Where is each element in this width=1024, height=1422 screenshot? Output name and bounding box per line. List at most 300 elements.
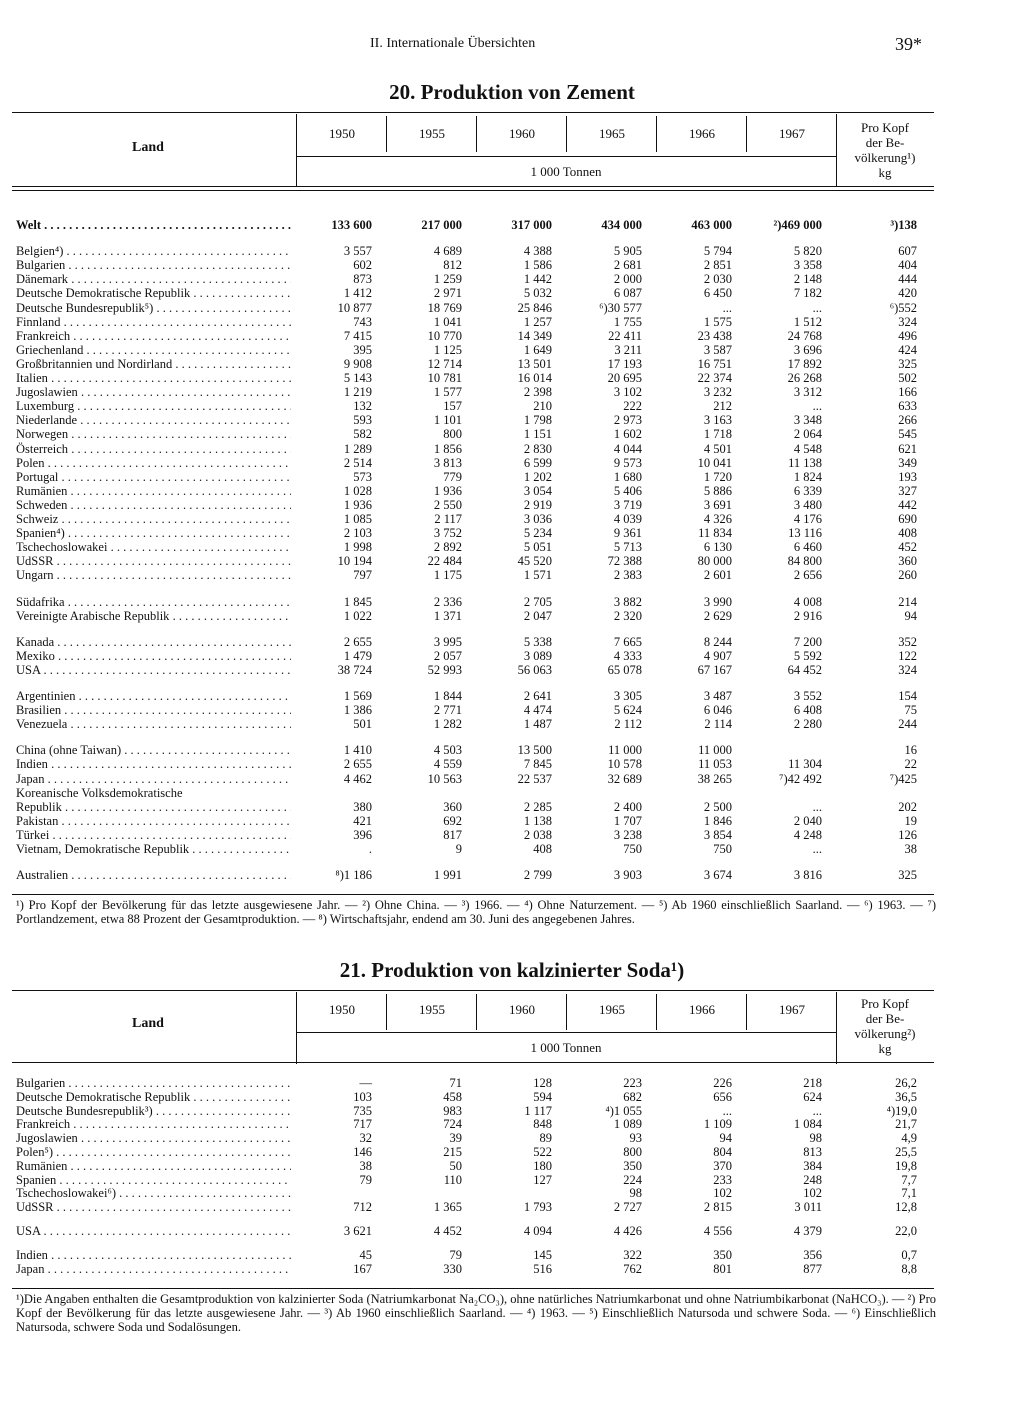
cell-value: 1 936 (343, 497, 372, 512)
table-row (12, 1224, 934, 1238)
cell-value: 45 520 (517, 554, 552, 569)
cell-value: 330 (443, 1261, 462, 1276)
cell-value: 79 (449, 1247, 462, 1262)
table-row (12, 1145, 934, 1159)
cell-value: 1 138 (523, 813, 552, 828)
cell-value: 127 (533, 1172, 552, 1187)
cell-value: 1 410 (343, 743, 372, 758)
cell-value: 7,7 (901, 1172, 917, 1187)
cell-value: 65 078 (607, 662, 642, 677)
cell-value: 360 (898, 554, 917, 569)
country-name: Frankreich . . . (16, 1117, 291, 1131)
cell-value: 1 412 (343, 286, 372, 301)
cell-value: 244 (898, 717, 917, 732)
cell-value: 145 (533, 1247, 552, 1262)
country-name: USA . . . (16, 1224, 291, 1238)
cell-value: 4 474 (523, 703, 552, 718)
cell-value: 2 057 (433, 648, 462, 663)
country-name: Jugoslawien . . . (16, 385, 291, 399)
cell-value: 32 (359, 1131, 372, 1146)
table-row (12, 1117, 934, 1131)
country-name: Großbritannien und Nordirland . . . (16, 357, 291, 371)
cell-value: 325 (898, 868, 917, 883)
table-row (12, 498, 934, 512)
country-name: Italien . . . (16, 371, 291, 385)
cell-value: 5 886 (703, 483, 732, 498)
cell-value: 7 665 (613, 634, 642, 649)
cell-value: 692 (443, 813, 462, 828)
cell-value: 1 175 (433, 568, 462, 583)
cell-value: 360 (443, 799, 462, 814)
year-separator (746, 116, 747, 152)
cell-value: 1 998 (343, 540, 372, 555)
table21-land-header: Land (132, 1016, 164, 1031)
cell-value: 22 (904, 757, 917, 772)
table-row (12, 399, 934, 413)
cell-value: 166 (898, 385, 917, 400)
cell-value: 2 727 (613, 1200, 642, 1215)
cell-value: 2 655 (343, 634, 372, 649)
cell-value: 16 751 (697, 356, 732, 371)
cell-value: 735 (353, 1103, 372, 1118)
cell-value: 5 905 (613, 244, 642, 259)
cell-value: 157 (443, 399, 462, 414)
table-row (12, 526, 934, 540)
table20-footnotes: ¹) Pro Kopf der Bevölkerung für das letzte ausgewiesene Jahr. — ²) Ohne China. — ³) 1966. — ⁴) Ohne Naturzement. — ⁵) Ab 1960 einschließlich Saarland. — ⁶) 1963. — ⁷) Portlandzement, etwa 88 Prozent der Gesamtproduktion. — ⁸) Wirtschaftsjahr, endend am 30. Juni des angegebenen Jahres. (16, 898, 936, 926)
cell-value: 13 501 (517, 356, 552, 371)
cell-value: 11 000 (608, 743, 642, 758)
country-name: Vietnam, Demokratische Republik . . . (16, 842, 291, 856)
section-title: II. Internationale Übersichten (370, 36, 536, 51)
cell-value: 1 824 (793, 469, 822, 484)
cell-value: 2 103 (343, 526, 372, 541)
cell-value: 38 724 (337, 662, 372, 677)
cell-value: 621 (898, 441, 917, 456)
cell-value: 6 408 (793, 703, 822, 718)
cell-value: 812 (443, 258, 462, 273)
table20 (12, 112, 934, 902)
cell-value: 3 011 (794, 1200, 822, 1215)
year-separator (656, 994, 657, 1030)
cell-value: 545 (898, 427, 917, 442)
table20-header-rule2 (12, 190, 934, 191)
cell-value: 5 051 (523, 540, 552, 555)
cell-value: 3 719 (613, 497, 642, 512)
table-row (12, 568, 934, 582)
cell-value: 8 244 (703, 634, 732, 649)
cell-value: 266 (898, 413, 917, 428)
country-name: Bulgarien . . . (16, 258, 291, 272)
cell-value: 7 200 (793, 634, 822, 649)
cell-value: 1 649 (523, 342, 552, 357)
table21-title: 21. Produktion von kalzinierter Soda¹) (339, 958, 685, 982)
cell-value: 3 238 (613, 827, 642, 842)
perkopf-line: kg (878, 1041, 892, 1056)
cell-value: 10 041 (697, 455, 732, 470)
cell-value: 6 130 (703, 540, 732, 555)
cell-value: 395 (353, 342, 372, 357)
cell-value: 17 193 (607, 356, 642, 371)
cell-value: 356 (803, 1247, 822, 1262)
cell-value: 9 (455, 842, 462, 856)
cell-value: 10 194 (337, 554, 372, 569)
cell-value: 1 577 (433, 385, 462, 400)
cell-value: 4 333 (613, 648, 642, 663)
table21-header-rule (12, 1062, 934, 1063)
year-header: 1966 (689, 126, 715, 141)
cell-value: 656 (713, 1089, 732, 1104)
table-row (12, 1248, 934, 1262)
cell-value: 19 (904, 813, 917, 828)
cell-value: 1 022 (343, 608, 372, 623)
cell-value: 873 (353, 272, 372, 287)
cell-value: 607 (898, 244, 917, 259)
cell-value: 167 (353, 1261, 372, 1276)
cell-value: 797 (353, 568, 372, 583)
cell-value: 214 (898, 594, 917, 609)
cell-value: 25,5 (895, 1145, 917, 1159)
cell-value: 2 117 (434, 512, 462, 526)
cell-value: 421 (353, 813, 372, 828)
cell-value: 3 102 (613, 385, 642, 400)
country-name: Deutsche Bundesrepublik⁵) . . . (16, 301, 291, 315)
table-row (12, 717, 934, 731)
cell-value: 804 (713, 1145, 732, 1159)
cell-value: 52 993 (427, 662, 462, 677)
cell-value: 3 305 (613, 689, 642, 703)
table20-perkopf-header (838, 120, 932, 180)
cell-value: 17 892 (787, 356, 822, 371)
table-row (12, 329, 934, 343)
year-header: 1950 (329, 1002, 355, 1017)
cell-value: 10 563 (427, 771, 462, 786)
year-separator (386, 116, 387, 152)
cell-value: 98 (629, 1186, 642, 1201)
cell-value: 38 (359, 1158, 372, 1173)
cell-value: 1 586 (523, 258, 552, 273)
cell-value: 2 114 (704, 717, 732, 732)
country-name: Japan . . . (16, 1262, 291, 1276)
cell-value: 193 (898, 469, 917, 484)
cell-value: 26 268 (787, 371, 822, 385)
cell-value: 2 973 (613, 413, 642, 428)
table-row (12, 554, 934, 568)
table-row (12, 1159, 934, 1173)
cell-value: 1 202 (523, 469, 552, 484)
cell-value: 6 599 (523, 455, 552, 470)
table-row (12, 828, 934, 842)
country-name: Mexiko . . . (16, 649, 291, 663)
cell-value: 24 768 (787, 328, 822, 343)
cell-value: 64 452 (787, 662, 822, 677)
cell-value: 38 265 (697, 771, 732, 786)
cell-value: 6 087 (613, 286, 642, 301)
cell-value: 103 (353, 1089, 372, 1104)
year-header: 1950 (329, 126, 355, 141)
cell-value: 11 834 (698, 526, 732, 541)
table-row (12, 689, 934, 703)
cell-value: 5 234 (523, 526, 552, 541)
table-row (12, 371, 934, 385)
cell-value: 1 718 (703, 427, 732, 442)
cell-value: 154 (898, 689, 917, 703)
cell-value: 452 (898, 540, 917, 555)
table-row (12, 315, 934, 329)
cell-value: 717 (353, 1117, 372, 1132)
country-name: Vereinigte Arabische Republik . . . (16, 609, 291, 623)
cell-value: 3 990 (703, 594, 732, 609)
cell-value: 11 053 (698, 757, 732, 772)
cell-value: 4 503 (433, 743, 462, 758)
cell-value: 1 991 (433, 868, 462, 883)
country-name: Koreanische Volksdemokratische (16, 785, 183, 800)
cell-value: 9 361 (613, 526, 642, 541)
table-row (12, 595, 934, 609)
cell-value: 80 000 (697, 554, 732, 569)
cell-value: 324 (898, 314, 917, 329)
cell-value: 2 971 (433, 286, 462, 301)
cell-value: 1 755 (613, 314, 642, 329)
cell-value: 2 892 (433, 540, 462, 555)
cell-value: 1 028 (343, 483, 372, 498)
cell-value: 352 (898, 634, 917, 649)
cell-value: 4 039 (613, 512, 642, 526)
cell-value: 370 (713, 1158, 732, 1173)
cell-value: 7 845 (523, 757, 552, 772)
cell-value: 45 (359, 1247, 372, 1262)
perkopf-line: völkerung¹) (854, 150, 916, 165)
cell-value: 1 571 (523, 568, 552, 583)
cell-value: 215 (443, 1145, 462, 1159)
year-header: 1965 (599, 1002, 625, 1017)
cell-value: 848 (533, 1117, 552, 1132)
cell-value: 2 919 (523, 497, 552, 512)
country-name: Finnland . . . (16, 315, 291, 329)
cell-value: ²)469 000 (773, 218, 822, 232)
cell-value: 132 (353, 399, 372, 414)
cell-value: 10 770 (427, 328, 462, 343)
cell-value: 22,0 (895, 1224, 917, 1238)
cell-value: 2 336 (433, 594, 462, 609)
cell-value: ... (812, 799, 822, 814)
cell-value: 3 854 (703, 827, 732, 842)
table-row (12, 772, 934, 786)
cell-value: 2 815 (703, 1200, 732, 1215)
cell-value: 5 592 (793, 648, 822, 663)
table-row (12, 786, 934, 800)
cell-value: 84 800 (787, 554, 822, 569)
cell-value: 122 (898, 648, 917, 663)
country-name: Deutsche Demokratische Republik . . . (16, 1090, 291, 1104)
perkopf-line: Pro Kopf (860, 120, 910, 135)
year-header: 1955 (419, 1002, 445, 1017)
cell-value: 1 259 (433, 272, 462, 287)
cell-value: 877 (803, 1261, 822, 1276)
cell-value: 349 (898, 455, 917, 470)
cell-value: 396 (353, 827, 372, 842)
cell-value: 0,7 (901, 1247, 917, 1262)
cell-value: 94 (719, 1131, 732, 1146)
country-name: Niederlande . . . (16, 413, 291, 427)
year-separator (746, 994, 747, 1030)
table21-footnotes: ¹)Die Angaben enthalten die Gesamtproduktion von kalzinierter Soda (Natriumkarbonat Na₂CO₃), ohne natürliches Natriumkarbonat und ohne Natriumbikarbonat (NaHCO₃). — ²) Pro Kopf der Bevölkerung für das letzte ausgewiesene Jahr. — ³) Ab 1960 einschließlich Saarland. — ⁴) 1963. — ⁵) Einschließlich Natursoda und schwere Soda. — ⁶) Einschließlich Natursoda, schwere Soda und Sodalösungen. (16, 1292, 936, 1334)
table20-vline (836, 114, 837, 186)
table-row (12, 484, 934, 498)
cell-value: 11 304 (788, 757, 822, 772)
table-row (12, 1262, 934, 1276)
cell-value: 38 (904, 842, 917, 856)
cell-value: 4 559 (433, 757, 462, 772)
cell-value: 350 (623, 1158, 642, 1173)
cell-value: . (368, 842, 372, 856)
cell-value: 180 (533, 1158, 552, 1173)
perkopf-line: der Be- (865, 1011, 905, 1026)
cell-value: 10 877 (337, 300, 372, 315)
cell-value: 420 (898, 286, 917, 301)
table20-unit: 1 000 Tonnen (530, 164, 602, 179)
table-row (12, 244, 934, 258)
table-row (12, 442, 934, 456)
cell-value: 13 116 (788, 526, 822, 541)
table-row (12, 1173, 934, 1187)
table-row (12, 800, 934, 814)
perkopf-line: kg (878, 165, 892, 180)
cell-value: 1 845 (343, 594, 372, 609)
cell-value: 20 695 (607, 371, 642, 385)
cell-value: 593 (353, 413, 372, 428)
cell-value: 202 (898, 799, 917, 814)
cell-value: 26,2 (895, 1076, 917, 1090)
cell-value: 5 338 (523, 634, 552, 649)
cell-value: 3 358 (793, 258, 822, 273)
country-name: Portugal . . . (16, 470, 291, 484)
table-row (12, 1186, 934, 1200)
cell-value: 89 (539, 1131, 552, 1146)
year-header: 1960 (509, 1002, 535, 1017)
cell-value: 67 167 (697, 662, 732, 677)
table-row (12, 301, 934, 315)
table-row (12, 343, 934, 357)
cell-value: 4 452 (433, 1224, 462, 1238)
cell-value: 2 398 (523, 385, 552, 400)
cell-value: 3 480 (793, 497, 822, 512)
cell-value: 5 794 (703, 244, 732, 259)
cell-value: 813 (803, 1145, 822, 1159)
perkopf-line: der Be- (865, 135, 905, 150)
cell-value: 1 085 (343, 512, 372, 526)
cell-value: 2 916 (793, 608, 822, 623)
cell-value: 223 (623, 1076, 642, 1090)
cell-value: 19,8 (895, 1158, 917, 1173)
cell-value: 3 163 (703, 413, 732, 428)
country-name: Österreich . . . (16, 442, 291, 456)
cell-value: 1 602 (613, 427, 642, 442)
table-row (12, 456, 934, 470)
cell-value: 408 (898, 526, 917, 541)
cell-value: 23 438 (697, 328, 732, 343)
country-name: Bulgarien . . . (16, 1076, 291, 1090)
table-row (12, 1090, 934, 1104)
country-name: Luxemburg . . . (16, 399, 291, 413)
cell-value: 5 143 (343, 371, 372, 385)
cell-value: 3 813 (433, 455, 462, 470)
cell-value: 4 907 (703, 648, 732, 663)
table21-vline (836, 992, 837, 1064)
table21-perkopf-header (838, 996, 932, 1056)
cell-value: 98 (809, 1131, 822, 1146)
country-name: Rumänien . . . (16, 484, 291, 498)
cell-value: 1 125 (433, 342, 462, 357)
cell-value: 4 501 (703, 441, 732, 456)
cell-value: 2 280 (793, 717, 822, 732)
year-header: 1966 (689, 1002, 715, 1017)
table-row (12, 218, 934, 232)
cell-value: ⁷)425 (889, 771, 917, 786)
cell-value: 2 601 (703, 568, 732, 583)
cell-value: 1 707 (613, 813, 642, 828)
cell-value: 496 (898, 328, 917, 343)
cell-value: 22 484 (427, 554, 462, 569)
cell-value: 682 (623, 1089, 642, 1104)
cell-value: 133 600 (331, 218, 372, 232)
cell-value: 633 (898, 399, 917, 414)
country-name: Brasilien . . . (16, 703, 291, 717)
year-header: 1955 (419, 126, 445, 141)
country-name: Dänemark . . . (16, 272, 291, 286)
table-row (12, 357, 934, 371)
cell-value: 1 365 (433, 1200, 462, 1215)
cell-value: 2 514 (343, 455, 372, 470)
cell-value: 4 248 (793, 827, 822, 842)
cell-value: 6 339 (793, 483, 822, 498)
cell-value: 322 (623, 1247, 642, 1262)
cell-value: 2 047 (523, 608, 552, 623)
table-row (12, 757, 934, 771)
country-name: Pakistan . . . (16, 814, 291, 828)
cell-value: 3 691 (703, 497, 732, 512)
cell-value: 2 629 (703, 608, 732, 623)
cell-value: 317 000 (511, 218, 552, 232)
cell-value: 2 655 (343, 757, 372, 772)
cell-value: 7 415 (343, 328, 372, 343)
country-name: Ungarn . . . (16, 568, 291, 582)
cell-value: 1 844 (433, 689, 462, 703)
cell-value: 3 312 (793, 385, 822, 400)
cell-value: 22 411 (608, 328, 642, 343)
table-row (12, 814, 934, 828)
cell-value: 384 (803, 1158, 822, 1173)
cell-value: 1 479 (343, 648, 372, 663)
cell-value: 4 008 (793, 594, 822, 609)
cell-value: 4 426 (613, 1224, 642, 1238)
cell-value: 2 400 (613, 799, 642, 814)
cell-value: 516 (533, 1261, 552, 1276)
table20-header-rule (12, 186, 934, 187)
country-name: Südafrika . . . (16, 595, 291, 609)
country-name: China (ohne Taiwan) . . . (16, 743, 291, 757)
cell-value: 3 882 (613, 594, 642, 609)
cell-value: 110 (443, 1172, 462, 1187)
year-rule (296, 1032, 836, 1033)
cell-value: 3 995 (433, 634, 462, 649)
cell-value: 94 (904, 608, 917, 623)
cell-value: 2 656 (793, 568, 822, 583)
cell-value: 750 (623, 842, 642, 856)
cell-value: 2 500 (703, 799, 732, 814)
cell-value: 93 (629, 1131, 642, 1146)
cell-value: ... (722, 300, 732, 315)
cell-value: 1 282 (433, 717, 462, 732)
